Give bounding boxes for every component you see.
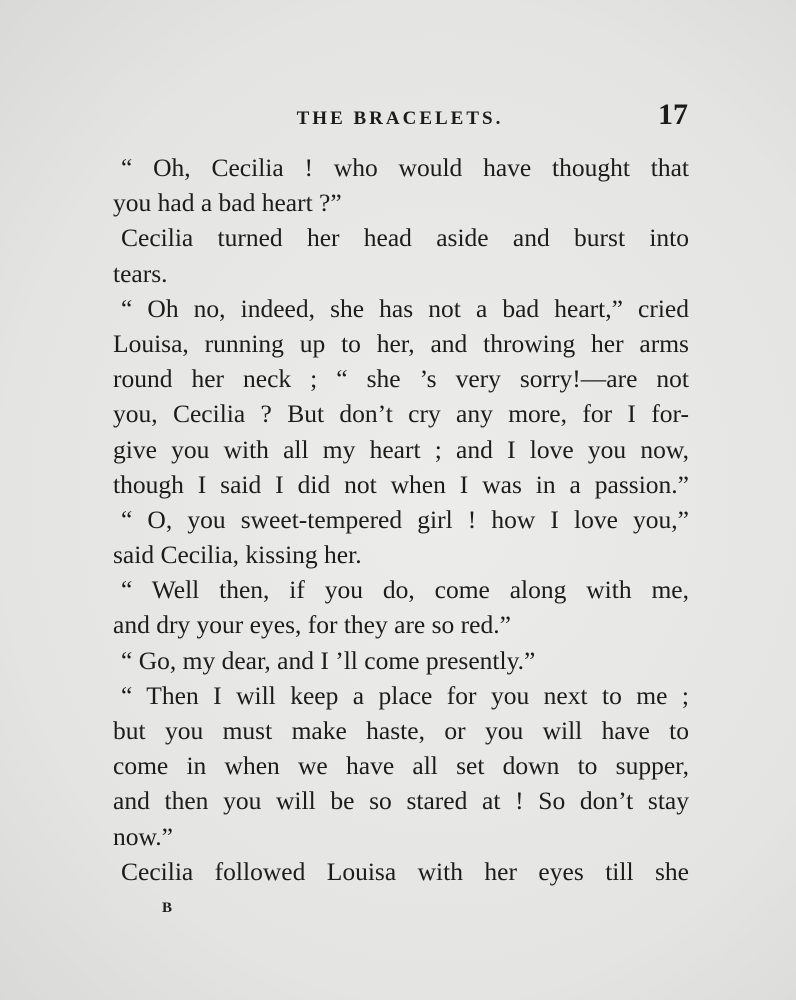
text-line: “ Then I will keep a place for you next to me ; [121,680,689,710]
text-line: Cecilia turned her head aside and burst into [121,223,689,253]
text-line: you, Cecilia ? But don’t cry any more, for I for- [113,399,689,429]
running-head: THE BRACELETS. [296,108,504,129]
text-line: “ Go, my dear, and I ’ll come presently.” [121,645,536,675]
text-line: said Cecilia, kissing her. [113,540,362,570]
text-line: and then you will be so stared at ! So don’t stay [113,786,689,816]
text-line: and dry your eyes, for they are so red.” [113,610,511,640]
text-line: you had a bad heart ?” [113,188,342,218]
text-line: Louisa, running up to her, and throwing her arms [113,328,689,358]
text-line: “ Oh, Cecilia ! who would have thought that [121,153,689,182]
text-line: Cecilia followed Louisa with her eyes till she [121,856,689,886]
text-line: but you must make haste, or you will have to [113,716,689,745]
text-line: tears. [113,258,168,288]
text-line: “ Oh no, indeed, she has not a bad heart,” cried [121,293,689,323]
body-text [113,150,689,889]
text-line: though I said I did not when I was in a passion.” [113,469,689,499]
text-line: round her neck ; “ she ’s very sorry!—are not [113,364,689,394]
page-header [112,98,688,140]
page-number: 17 [658,98,688,131]
text-line: now.” [113,821,173,851]
text-line: “ Well then, if you do, come along with me, [121,575,689,605]
text-line: give you with all my heart ; and I love you now, [113,434,689,464]
signature-mark: B [162,900,173,916]
text-line: “ O, you sweet-tempered girl ! how I love you,” [121,504,689,534]
text-line: come in when we have all set down to supper, [113,751,689,781]
